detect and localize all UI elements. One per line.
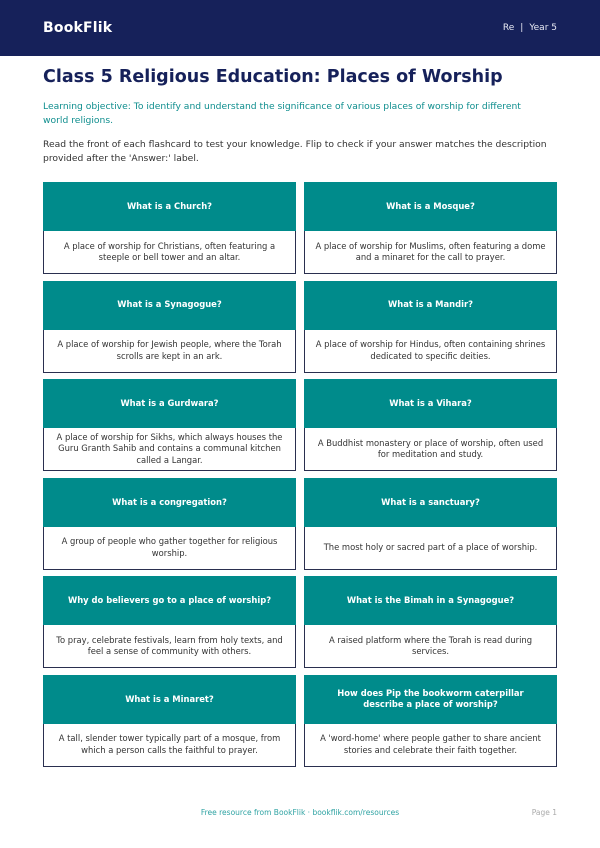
flashcard-question[interactable]: Why do believers go to a place of worship? [43,576,296,625]
flashcard-answer: A place of worship for Hindus, often containing shrines dedicated to specific deities. [304,330,557,373]
flashcard-question[interactable]: What is a Minaret? [43,675,296,724]
flashcard-answer: To pray, celebrate festivals, learn from holy texts, and feel a sense of community with others. [43,625,296,668]
flashcard[interactable] [304,675,557,767]
flashcard-question[interactable]: What is a Synagogue? [43,281,296,330]
flashcard[interactable] [304,576,557,668]
flashcard-answer: A 'word-home' where people gather to share ancient stories and celebrate their faith together. [304,724,557,767]
instructions: Read the front of each flashcard to test your knowledge. Flip to check if your answer matches the description provided after the 'Answer:' label. [43,139,547,164]
flashcard[interactable] [43,478,296,570]
flashcard-answer: A tall, slender tower typically part of a mosque, from which a person calls the faithful to prayer. [43,724,296,767]
flashcard-answer: A place of worship for Sikhs, which always houses the Guru Granth Sahib and contains a communal kitchen called a Langar. [43,428,296,471]
page-number: Page 1 [531,808,557,817]
flashcard-question[interactable]: What is a sanctuary? [304,478,557,527]
page-header [0,0,600,56]
flashcard[interactable] [43,576,296,668]
flashcard-answer: A raised platform where the Torah is read during services. [304,625,557,668]
footer-link[interactable]: Free resource from BookFlik · bookflik.com/resources [200,808,400,817]
flashcard[interactable] [43,675,296,767]
flashcard[interactable] [304,182,557,274]
flashcard-answer: A group of people who gather together for religious worship. [43,527,296,570]
flashcard-grid [43,182,557,767]
flashcard-answer: A place of worship for Christians, often featuring a steeple or bell tower and an altar. [43,231,296,274]
year-label: Year 5 [529,23,557,33]
flashcard-question[interactable]: What is a Mandir? [304,281,557,330]
flashcard-answer: A place of worship for Jewish people, where the Torah scrolls are kept in an ark. [43,330,296,373]
meta-separator: | [520,23,524,33]
flashcard-question[interactable]: What is a Vihara? [304,379,557,428]
flashcard[interactable] [304,379,557,471]
header-meta [503,23,557,33]
flashcard[interactable] [43,182,296,274]
flashcard[interactable] [43,281,296,373]
flashcard-question[interactable]: What is a Gurdwara? [43,379,296,428]
brand-logo[interactable]: BookFlik [43,20,113,36]
flashcard[interactable] [43,379,296,471]
flashcard[interactable] [304,281,557,373]
flashcard-question[interactable]: What is a congregation? [43,478,296,527]
flashcard-question[interactable]: What is the Bimah in a Synagogue? [304,576,557,625]
flashcard-question[interactable]: How does Pip the bookworm caterpillar describe a place of worship? [304,675,557,724]
flashcard-answer: The most holy or sacred part of a place of worship. [304,527,557,570]
flashcard-question[interactable]: What is a Mosque? [304,182,557,231]
flashcard-question[interactable]: What is a Church? [43,182,296,231]
flashcard-answer: A place of worship for Muslims, often featuring a dome and a minaret for the call to prayer. [304,231,557,274]
flashcard-answer: A Buddhist monastery or place of worship, often used for meditation and study. [304,428,557,471]
page-title: Class 5 Religious Education: Places of Worship [43,67,503,87]
learning-objective: Learning objective: To identify and understand the significance of various places of worship for different world religions. [43,101,521,126]
flashcard[interactable] [304,478,557,570]
subject-label: Re [502,23,515,33]
